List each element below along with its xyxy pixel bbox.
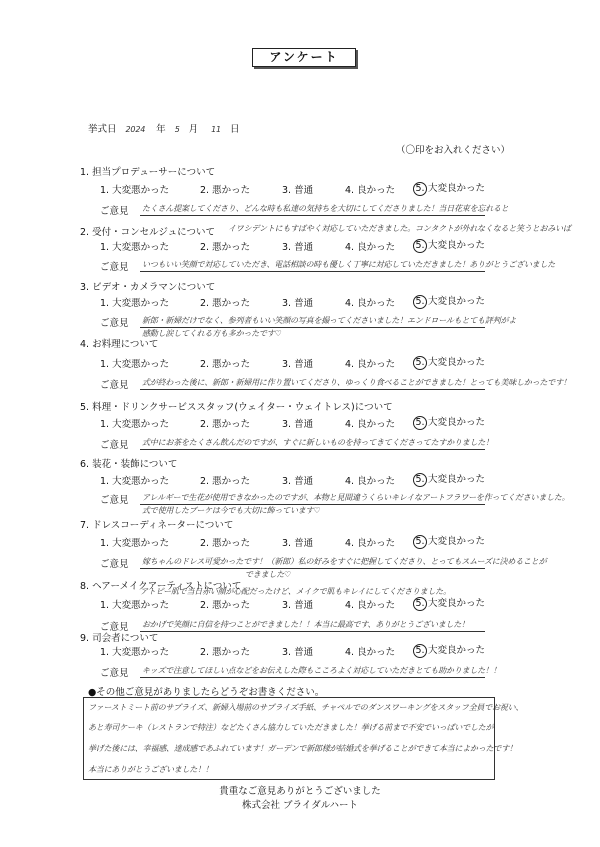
rating-option-2[interactable]: 2. 悪かった (200, 538, 251, 549)
rating-option-2[interactable]: 2. 悪かった (200, 185, 251, 196)
comment-label: ご意見 (100, 440, 129, 451)
year-unit: 年 (156, 124, 166, 135)
question-title: 9. 司会者について (80, 633, 159, 644)
rating-option-4[interactable]: 4. 良かった (345, 185, 396, 196)
instruction-text: （〇印をお入れください） (396, 145, 511, 156)
handwritten-comment: 式が終わった後に、新郎・新婦用に作り置いてくださり、ゆっくり食べることができました！とっても美味しかったです！ (142, 378, 571, 387)
rating-option-2[interactable]: 2. 悪かった (200, 298, 251, 309)
rating-option-3[interactable]: 3. 普通 (282, 538, 314, 549)
ceremony-year: 2024 (125, 125, 146, 134)
handwritten-comment: 感動し涙してくれる方も多かったです♡ (142, 329, 282, 338)
selected-circle: 5. (413, 295, 427, 309)
rating-option-2[interactable]: 2. 悪かった (200, 419, 251, 430)
footer-thanks: 貴重なご意見ありがとうございました (219, 786, 381, 797)
rating-option-3[interactable]: 3. 普通 (282, 242, 314, 253)
rating-option-3[interactable]: 3. 普通 (282, 419, 314, 430)
other-comment-line: 挙げた後には、幸福感、達成感であふれています！ガーデンで新郎様が結婚式を挙げることができて本当によかったです！ (88, 744, 517, 753)
rating-option-5-label: 大変良かった (428, 296, 486, 307)
rating-option-4[interactable]: 4. 良かった (345, 242, 396, 253)
selected-circle: 5. (413, 416, 427, 430)
rating-option-5-label: 大変良かった (428, 417, 486, 428)
question-title: 5. 料理・ドリンクサービススタッフ(ウェイター・ウェイトレス)について (80, 402, 393, 413)
rating-option-4[interactable]: 4. 良かった (345, 647, 396, 658)
rating-option-4[interactable]: 4. 良かった (345, 359, 396, 370)
comment-label: ご意見 (100, 262, 129, 273)
day-unit: 日 (229, 124, 240, 135)
question-title: 1. 担当プロデューサーについて (80, 167, 216, 178)
rating-option-5-selected[interactable] (413, 293, 485, 309)
rating-option-3[interactable]: 3. 普通 (282, 298, 314, 309)
comment-label: ご意見 (100, 206, 129, 217)
rating-option-5-selected[interactable] (413, 414, 485, 430)
rating-option-3[interactable]: 3. 普通 (282, 185, 314, 196)
rating-option-5-selected[interactable] (413, 180, 485, 196)
comment-label: ご意見 (100, 380, 129, 391)
comment-underline (140, 568, 485, 569)
selected-circle: 5. (413, 597, 427, 611)
other-comments-box (83, 697, 524, 780)
question-title: 8. ヘアーメイクアーティストについて (80, 581, 242, 592)
question-title: 2. 受付・コンセルジュについて (80, 227, 215, 238)
handwritten-comment: キッズで注意してほしい点などをお伝えした際もこころよく対応していただきとても助かりました！！ (142, 666, 501, 675)
rating-option-5-selected[interactable] (413, 237, 485, 253)
rating-option-4[interactable]: 4. 良かった (345, 538, 396, 549)
handwritten-comment: 嫁ちゃんのドレス可愛かったです！（新郎）私の好みをすぐに把握してくださり、とってもスムーズに決めることが (142, 557, 547, 566)
rating-option-5-label: 大変良かった (428, 474, 486, 485)
selected-circle: 5. (413, 473, 427, 487)
rating-option-3[interactable]: 3. 普通 (282, 600, 314, 611)
comment-underline (140, 449, 485, 450)
handwritten-comment: 式で使用したブーケは今でも大切に飾っています♡ (142, 506, 321, 515)
handwritten-comment: 新郎・新婦だけでなく、参列者もいい笑顔の写真を撮ってくださいました！エンドロールもとても評判がよ (142, 316, 517, 325)
rating-option-3[interactable]: 3. 普通 (282, 476, 314, 487)
question-title: 3. ビデオ・カメラマンについて (80, 282, 216, 293)
rating-option-5-selected[interactable] (413, 642, 485, 658)
comment-underline (140, 327, 485, 328)
rating-option-2[interactable]: 2. 悪かった (200, 600, 251, 611)
handwritten-comment: たくさん提案してくださり、どんな時も私達の気持ちを大切にしてくださりました！当日花束を忘れると (142, 204, 509, 213)
ceremony-month: 5 (174, 125, 180, 134)
other-comment-line: ファーストミート前のサプライズ、新婦入場前のサプライズ手紙、チャペルでのダンスワーキングをスタッフ全員でお祝い、 (88, 703, 524, 712)
comment-label: ご意見 (100, 559, 129, 570)
comment-underline (140, 504, 485, 505)
rating-option-1[interactable]: 1. 大変悪かった (100, 476, 170, 487)
rating-option-5-label: 大変良かった (428, 645, 486, 656)
question-title: 6. 装花・装飾について (80, 459, 178, 470)
ceremony-day: 11 (211, 125, 221, 134)
rating-option-4[interactable]: 4. 良かった (345, 419, 396, 430)
rating-option-1[interactable]: 1. 大変悪かった (100, 242, 170, 253)
rating-option-5-label: 大変良かった (428, 183, 486, 194)
rating-option-1[interactable]: 1. 大変悪かった (100, 298, 170, 309)
ceremony-date-label: 挙式日 (88, 124, 117, 135)
other-comment-line: 本当にありがとうございました！！ (88, 765, 213, 774)
selected-circle: 5. (413, 356, 427, 370)
rating-option-5-label: 大変良かった (428, 240, 486, 251)
rating-option-5-selected[interactable] (413, 354, 485, 370)
rating-option-4[interactable]: 4. 良かった (345, 600, 396, 611)
comment-label: ご意見 (100, 318, 129, 329)
rating-option-5-label: 大変良かった (428, 536, 486, 547)
rating-option-4[interactable]: 4. 良かった (345, 298, 396, 309)
comment-underline (140, 631, 485, 632)
handwritten-comment: おかげで笑顔に自信を持つことができました！！本当に最高です、ありがとうございました！ (142, 620, 469, 629)
handwritten-comment: 式中にお茶をたくさん飲んだのですが、すぐに新しいものを持ってきてくださってたすかりました！ (142, 438, 493, 447)
selected-circle: 5. (413, 535, 427, 549)
handwritten-comment: できました♡ (245, 570, 291, 579)
comment-label: ご意見 (100, 495, 129, 506)
question-title: 4. お料理について (80, 339, 159, 350)
comment-underline (140, 215, 485, 216)
rating-option-5-selected[interactable] (413, 533, 485, 549)
rating-option-2[interactable]: 2. 悪かった (200, 242, 251, 253)
rating-option-1[interactable]: 1. 大変悪かった (100, 647, 170, 658)
rating-option-3[interactable]: 3. 普通 (282, 647, 314, 658)
rating-option-1[interactable]: 1. 大変悪かった (100, 185, 170, 196)
ceremony-date (88, 121, 239, 135)
handwritten-note: イワシデントにもすばやく対応していただきました。コンタクトが外れなくなると笑うとおみいば (228, 224, 571, 233)
selected-circle: 5. (413, 644, 427, 658)
rating-option-4[interactable]: 4. 良かった (345, 476, 396, 487)
rating-option-5-label: 大変良かった (428, 357, 486, 368)
comment-label: ご意見 (100, 668, 129, 679)
rating-option-2[interactable]: 2. 悪かった (200, 476, 251, 487)
question-title: 7. ドレスコーディネーターについて (80, 520, 234, 531)
selected-circle: 5. (413, 239, 427, 253)
comment-underline (140, 271, 485, 272)
footer-company: 株式会社 ブライダルハート (241, 800, 359, 811)
other-comment-line: あと寿司ケーキ（レストランで特注）などたくさん協力していただきました！挙げる前まで不安でいっぱいでしたが (88, 723, 494, 732)
rating-option-5-selected[interactable] (413, 595, 485, 611)
page-title: アンケート (252, 48, 356, 67)
rating-option-1[interactable]: 1. 大変悪かった (100, 359, 170, 370)
other-comments-heading: ●その他ご意見がありましたらどうぞお書きください。 (88, 687, 325, 698)
selected-circle: 5. (413, 182, 427, 196)
month-unit: 月 (188, 124, 199, 135)
rating-option-5-label: 大変良かった (428, 598, 486, 609)
handwritten-note: アトピー肌で当日赤い顔が心配だったけど、メイクで肌もキレイにしてくださりました。 (140, 587, 451, 596)
comment-underline (140, 677, 485, 678)
rating-option-3[interactable]: 3. 普通 (282, 359, 314, 370)
comment-underline (140, 389, 485, 390)
rating-option-1[interactable]: 1. 大変悪かった (100, 600, 170, 611)
rating-option-2[interactable]: 2. 悪かった (200, 647, 251, 658)
handwritten-comment: アレルギーで生花が使用できなかったのですが、本物と見間違うくらいキレイなアートフラワーを作ってくださいました。 (142, 493, 570, 502)
rating-option-2[interactable]: 2. 悪かった (200, 359, 251, 370)
handwritten-comment: いつもいい笑顔で対応していただき、電話相談の時も優しく丁寧に対応していただきました！ありがとうございました (142, 260, 556, 269)
rating-option-5-selected[interactable] (413, 471, 485, 487)
rating-option-1[interactable]: 1. 大変悪かった (100, 538, 170, 549)
rating-option-1[interactable]: 1. 大変悪かった (100, 419, 170, 430)
comment-label: ご意見 (100, 622, 129, 633)
